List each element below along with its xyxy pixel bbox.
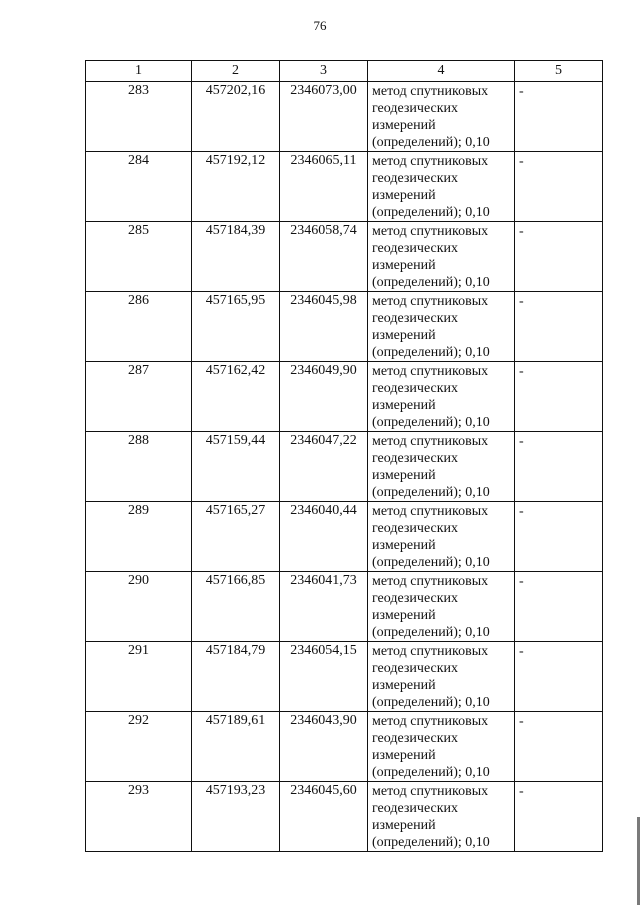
point-number-cell: 293 [86, 782, 192, 852]
y-coordinate-cell: 2346045,60 [280, 782, 368, 852]
method-cell: метод спутниковых геодезических измерений (определений); 0,10 [368, 222, 515, 292]
column-header-2: 2 [192, 61, 280, 82]
point-number-cell: 291 [86, 642, 192, 712]
note-cell: - [515, 782, 603, 852]
point-number-cell: 289 [86, 502, 192, 572]
note-cell: - [515, 82, 603, 152]
y-coordinate-cell: 2346040,44 [280, 502, 368, 572]
point-number-cell: 286 [86, 292, 192, 362]
table-row [86, 82, 603, 152]
method-cell: метод спутниковых геодезических измерений (определений); 0,10 [368, 82, 515, 152]
y-coordinate-cell: 2346065,11 [280, 152, 368, 222]
point-number-cell: 292 [86, 712, 192, 782]
x-coordinate-cell: 457189,61 [192, 712, 280, 782]
table-row [86, 642, 603, 712]
method-cell: метод спутниковых геодезических измерений (определений); 0,10 [368, 292, 515, 362]
table-row [86, 432, 603, 502]
table-row [86, 152, 603, 222]
coordinates-table [85, 60, 603, 852]
note-cell: - [515, 642, 603, 712]
table-row [86, 292, 603, 362]
note-cell: - [515, 502, 603, 572]
method-cell: метод спутниковых геодезических измерений (определений); 0,10 [368, 432, 515, 502]
x-coordinate-cell: 457192,12 [192, 152, 280, 222]
x-coordinate-cell: 457165,27 [192, 502, 280, 572]
table-row [86, 782, 603, 852]
note-cell: - [515, 152, 603, 222]
method-cell: метод спутниковых геодезических измерений (определений); 0,10 [368, 572, 515, 642]
y-coordinate-cell: 2346041,73 [280, 572, 368, 642]
table-body [86, 82, 603, 852]
x-coordinate-cell: 457184,39 [192, 222, 280, 292]
column-header-3: 3 [280, 61, 368, 82]
column-header-5: 5 [515, 61, 603, 82]
note-cell: - [515, 712, 603, 782]
point-number-cell: 290 [86, 572, 192, 642]
note-cell: - [515, 362, 603, 432]
method-cell: метод спутниковых геодезических измерений (определений); 0,10 [368, 782, 515, 852]
table-header-row [86, 61, 603, 82]
point-number-cell: 287 [86, 362, 192, 432]
y-coordinate-cell: 2346058,74 [280, 222, 368, 292]
note-cell: - [515, 222, 603, 292]
x-coordinate-cell: 457193,23 [192, 782, 280, 852]
method-cell: метод спутниковых геодезических измерений (определений); 0,10 [368, 712, 515, 782]
y-coordinate-cell: 2346049,90 [280, 362, 368, 432]
table-row [86, 362, 603, 432]
method-cell: метод спутниковых геодезических измерений (определений); 0,10 [368, 362, 515, 432]
point-number-cell: 283 [86, 82, 192, 152]
point-number-cell: 284 [86, 152, 192, 222]
page-number: 76 [313, 18, 327, 33]
y-coordinate-cell: 2346043,90 [280, 712, 368, 782]
note-cell: - [515, 432, 603, 502]
method-cell: метод спутниковых геодезических измерений (определений); 0,10 [368, 642, 515, 712]
y-coordinate-cell: 2346047,22 [280, 432, 368, 502]
x-coordinate-cell: 457162,42 [192, 362, 280, 432]
method-cell: метод спутниковых геодезических измерений (определений); 0,10 [368, 152, 515, 222]
table-row [86, 712, 603, 782]
method-cell: метод спутниковых геодезических измерений (определений); 0,10 [368, 502, 515, 572]
point-number-cell: 285 [86, 222, 192, 292]
x-coordinate-cell: 457159,44 [192, 432, 280, 502]
x-coordinate-cell: 457166,85 [192, 572, 280, 642]
x-coordinate-cell: 457165,95 [192, 292, 280, 362]
y-coordinate-cell: 2346045,98 [280, 292, 368, 362]
column-header-1: 1 [86, 61, 192, 82]
table-row [86, 572, 603, 642]
y-coordinate-cell: 2346073,00 [280, 82, 368, 152]
table-row [86, 222, 603, 292]
table-row [86, 502, 603, 572]
x-coordinate-cell: 457202,16 [192, 82, 280, 152]
note-cell: - [515, 572, 603, 642]
point-number-cell: 288 [86, 432, 192, 502]
note-cell: - [515, 292, 603, 362]
x-coordinate-cell: 457184,79 [192, 642, 280, 712]
y-coordinate-cell: 2346054,15 [280, 642, 368, 712]
column-header-4: 4 [368, 61, 515, 82]
